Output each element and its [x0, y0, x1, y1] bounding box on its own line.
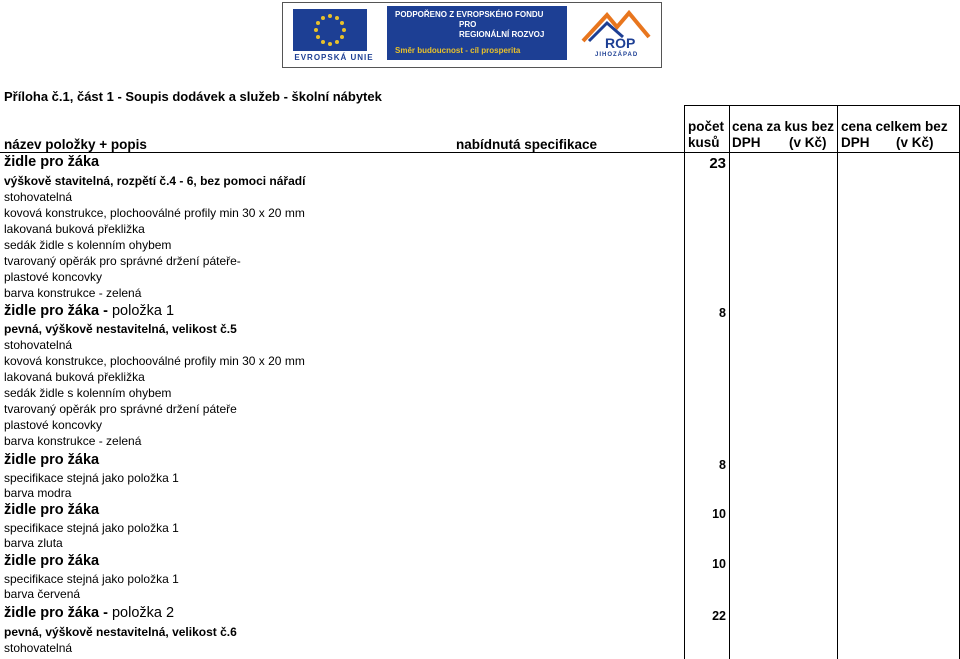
item-line: stohovatelná [4, 338, 73, 352]
item-line: sedák židle s kolenním ohybem [4, 238, 172, 252]
item-line: barva červená [4, 587, 81, 601]
support-text-line: REGIONÁLNÍ ROZVOJ [459, 30, 545, 39]
item-qty: 10 [712, 557, 726, 571]
item-line: stohovatelná [4, 190, 73, 204]
item-title: židle pro žáka - položka 1 [4, 303, 175, 319]
column-header-unit-price-vat: DPH [732, 135, 761, 150]
column-header-total-currency: (v Kč) [896, 135, 934, 150]
item-title: židle pro žáka [4, 154, 100, 170]
item-line: barva konstrukce - zelená [4, 286, 142, 300]
column-header-spec: nabídnutá specifikace [456, 137, 598, 152]
table-divider [684, 105, 685, 659]
table-divider [729, 105, 730, 659]
support-text-line: PODPOŘENO Z EVROPSKÉHO FONDU [395, 10, 544, 19]
column-header-total-vat: DPH [841, 135, 870, 150]
item-line: specifikace stejná jako položka 1 [4, 471, 179, 485]
funding-banner [282, 2, 662, 68]
item-title: židle pro žáka [4, 502, 100, 518]
column-header-unit-price-currency: (v Kč) [789, 135, 827, 150]
item-title: židle pro žáka [4, 452, 100, 468]
item-line: plastové koncovky [4, 270, 103, 284]
item-line: tvarovaný opěrák pro správné držení páteře [4, 402, 237, 416]
item-line: barva zluta [4, 536, 63, 550]
item-line: sedák židle s kolenním ohybem [4, 386, 172, 400]
column-header-name: název položky + popis [4, 137, 147, 152]
table-border [684, 105, 960, 106]
rop-label: ROP [605, 35, 636, 51]
column-header-qty-unit: kusů [688, 135, 720, 150]
item-line: barva konstrukce - zelená [4, 434, 142, 448]
item-qty: 10 [712, 507, 726, 521]
item-line: výškově stavitelná, rozpětí č.4 - 6, bez pomoci nářadí [4, 174, 306, 188]
erdf-support-box [387, 6, 567, 60]
item-line: barva modra [4, 486, 72, 500]
header-separator [0, 152, 960, 153]
support-slogan: Směr budoucnost - cíl prosperita [395, 46, 521, 55]
item-line: tvarovaný opěrák pro správné držení páteře- [4, 254, 241, 268]
table-divider [837, 105, 838, 659]
eu-label: EVROPSKÁ UNIE [294, 53, 374, 62]
item-line: lakovaná buková překližka [4, 370, 145, 384]
eu-flag-icon [293, 9, 367, 51]
item-line: kovová konstrukce, plochooválné profily min 30 x 20 mm [4, 206, 305, 220]
item-qty: 8 [719, 458, 726, 472]
item-line: kovová konstrukce, plochooválné profily min 30 x 20 mm [4, 354, 305, 368]
item-line: pevná, výškově nestavitelná, velikost č.6 [4, 625, 237, 639]
item-title: židle pro žáka - položka 2 [4, 605, 175, 621]
item-line: plastové koncovky [4, 418, 103, 432]
column-header-unit-price: cena za kus bez [732, 119, 835, 134]
item-line: stohovatelná [4, 641, 73, 655]
page-title: Příloha č.1, část 1 - Soupis dodávek a služeb - školní nábytek [4, 89, 382, 104]
item-line: specifikace stejná jako položka 1 [4, 521, 179, 535]
column-header-total: cena celkem bez [841, 119, 948, 134]
column-header-qty: počet [688, 119, 725, 134]
item-qty: 8 [719, 306, 726, 320]
item-line: specifikace stejná jako položka 1 [4, 572, 179, 586]
item-qty: 22 [712, 609, 726, 623]
item-line: pevná, výškově nestavitelná, velikost č.5 [4, 322, 237, 336]
support-text-line: PRO [459, 20, 477, 29]
item-line: lakovaná buková překližka [4, 222, 145, 236]
item-title: židle pro žáka [4, 553, 100, 569]
item-qty: 23 [709, 155, 726, 172]
rop-sublabel: JIHOZÁPAD [595, 52, 639, 58]
